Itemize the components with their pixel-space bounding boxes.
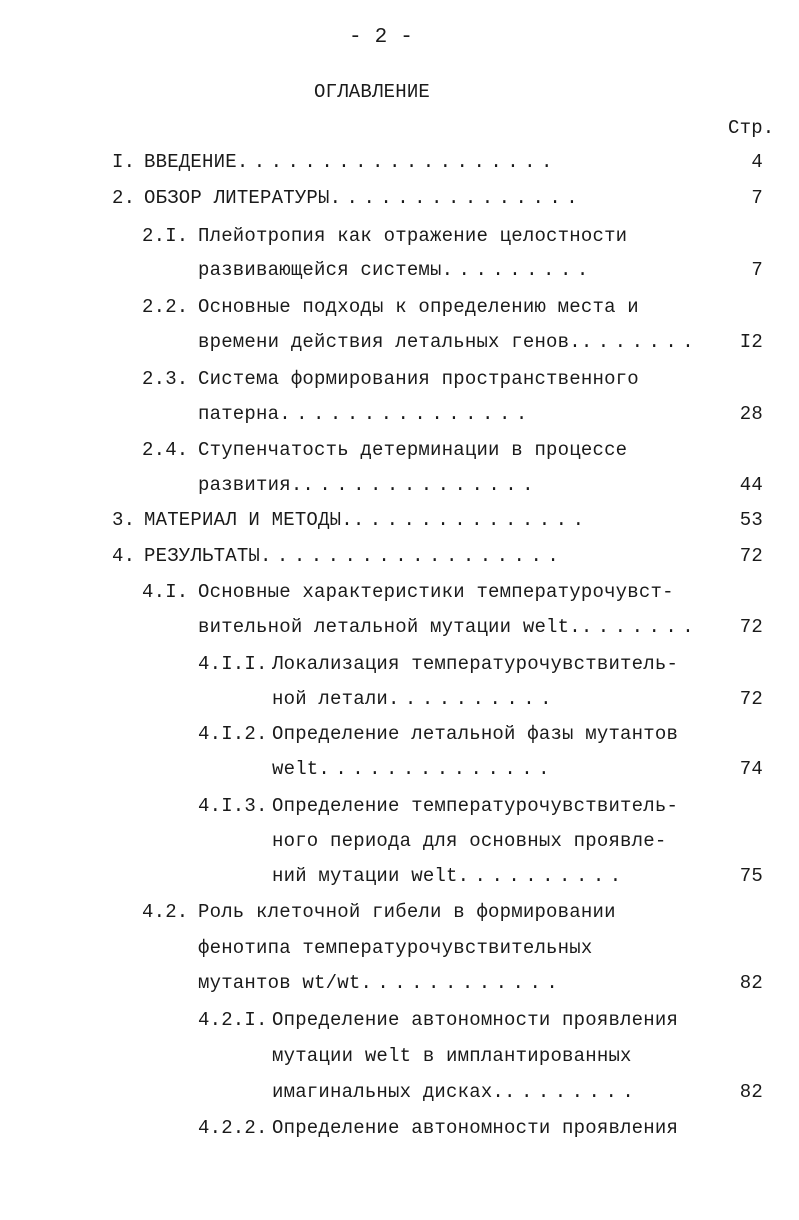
toc-entry-label: Основные подходы к определению места и <box>198 296 639 318</box>
toc-line <box>0 864 763 888</box>
toc-page-number: 53 <box>739 509 763 531</box>
toc-entry-label: мутантов wt/wt <box>198 972 361 994</box>
toc-entry-text <box>144 150 558 174</box>
toc-leader-dots: .............. <box>352 509 590 531</box>
toc-entry-label: МАТЕРИАЛ И МЕТОДЫ. <box>144 509 353 531</box>
toc-line <box>0 150 763 174</box>
toc-entry-text <box>198 438 627 462</box>
toc-line <box>0 330 763 354</box>
toc-page-number: 4 <box>751 151 763 173</box>
toc-line <box>0 438 763 462</box>
toc-entry-text <box>272 864 627 888</box>
toc-entry-label: Роль клеточной гибели в формировании <box>198 901 616 923</box>
page-title: ОГЛАВЛЕНИЕ <box>314 81 431 103</box>
toc-entry-text <box>144 508 589 532</box>
toc-entry-text <box>198 971 563 995</box>
toc-page-number: 72 <box>739 616 763 638</box>
toc-leader-dots: ............ <box>360 972 564 994</box>
toc-entry-text <box>272 687 557 711</box>
toc-entry-text <box>272 829 666 853</box>
toc-line <box>0 900 763 924</box>
toc-entry-number: 2. <box>112 187 136 209</box>
toc-entry-number: 2.2. <box>142 296 189 318</box>
toc-line <box>0 186 763 210</box>
toc-leader-dots: ........ <box>504 1081 640 1103</box>
toc-entry-text <box>198 295 639 319</box>
toc-line <box>0 936 763 960</box>
toc-line <box>0 794 763 818</box>
toc-entry-label: Определение автономности проявления <box>272 1009 679 1031</box>
toc-line <box>0 224 763 248</box>
toc-entry-label: развития. <box>198 474 303 496</box>
toc-entry-text <box>198 936 592 960</box>
toc-entry-label: ВВЕДЕНИЕ <box>144 151 237 173</box>
toc-entry-text <box>198 258 594 282</box>
page-number: - 2 - <box>349 26 414 49</box>
toc-leader-dots: .............. <box>318 758 556 780</box>
toc-entry-text <box>272 1008 678 1032</box>
toc-leader-dots: .......... <box>457 865 627 887</box>
toc-entry-label: Плейотропия как отражение целостности <box>198 225 628 247</box>
toc-entry-label: Система формирования пространственного <box>198 368 639 390</box>
toc-line <box>0 473 763 497</box>
toc-line <box>0 687 763 711</box>
toc-entry-text <box>198 580 674 604</box>
toc-line <box>0 722 763 746</box>
toc-entry-text <box>198 615 699 639</box>
toc-entry-label: ной летали <box>272 688 389 710</box>
toc-line <box>0 615 763 639</box>
toc-line <box>0 580 763 604</box>
toc-leader-dots: ............... <box>279 403 533 425</box>
toc-entry-label: Определение автономности проявления <box>272 1117 679 1139</box>
toc-entry-number: 2.3. <box>142 368 189 390</box>
toc-entry-text <box>272 794 678 818</box>
toc-entry-number: 4.2.2. <box>198 1117 268 1139</box>
toc-entry-text <box>272 1116 678 1140</box>
toc-page-number: I2 <box>739 331 763 353</box>
toc-page-number: 72 <box>739 688 763 710</box>
toc-entry-text <box>198 402 533 426</box>
toc-entry-label: Ступенчатость детерминации в процессе <box>198 439 628 461</box>
toc-entry-text <box>272 757 555 781</box>
toc-entry-label: ОБЗОР ЛИТЕРАТУРЫ <box>144 187 330 209</box>
toc-line <box>0 757 763 781</box>
toc-entry-number: 4.I. <box>142 581 189 603</box>
toc-entry-label: мутации welt в имплантированных <box>272 1045 632 1067</box>
toc-leader-dots: .............. <box>302 474 540 496</box>
toc-page-number: 72 <box>739 545 763 567</box>
toc-entry-text <box>144 544 564 568</box>
toc-page-number: 82 <box>739 972 763 994</box>
toc-entry-label: ного периода для основных проявле- <box>272 830 667 852</box>
toc-line <box>0 367 763 391</box>
toc-page-number: 44 <box>739 474 763 496</box>
toc-entry-label: Определение летальной фазы мутантов <box>272 723 679 745</box>
toc-entry-label: имагинальных дисках. <box>272 1081 505 1103</box>
toc-entry-number: 4.2. <box>142 901 189 923</box>
toc-entry-text <box>198 367 639 391</box>
toc-line <box>0 1044 763 1068</box>
toc-entry-label: ний мутации welt <box>272 865 458 887</box>
toc-leader-dots: ....... <box>580 331 700 353</box>
toc-leader-dots: ......... <box>441 259 594 281</box>
toc-entry-number: 2.I. <box>142 225 189 247</box>
toc-line <box>0 652 763 676</box>
toc-page-number: 74 <box>739 758 763 780</box>
toc-leader-dots: .......... <box>388 688 558 710</box>
toc-entry-number: 4.I.I. <box>198 653 268 675</box>
toc-entry-number: 3. <box>112 509 136 531</box>
toc-entry-number: 2.4. <box>142 439 189 461</box>
toc-entry-number: I. <box>112 151 136 173</box>
toc-entry-number: 4.I.3. <box>198 795 268 817</box>
toc-page-number: 7 <box>751 259 763 281</box>
toc-entry-text <box>198 224 627 248</box>
toc-leader-dots: ............... <box>329 187 584 209</box>
toc-line <box>0 258 763 282</box>
toc-entry-text <box>272 722 678 746</box>
toc-entry-label: времени действия летальных генов. <box>198 331 581 353</box>
toc-leader-dots: .................. <box>260 545 565 567</box>
toc-line <box>0 1116 763 1140</box>
toc-entry-label: фенотипа температурочувствительных <box>198 937 593 959</box>
toc-entry-number: 4. <box>112 545 136 567</box>
toc-line <box>0 295 763 319</box>
toc-entry-text <box>144 186 583 210</box>
toc-entry-label: РЕЗУЛЬТАТЫ <box>144 545 261 567</box>
toc-page-number: 28 <box>739 403 763 425</box>
toc-entry-text <box>198 900 616 924</box>
toc-entry-text <box>198 330 699 354</box>
toc-leader-dots: ................... <box>236 151 558 173</box>
toc-entry-label: патерна <box>198 403 280 425</box>
toc-entry-label: Основные характеристики температурочувст- <box>198 581 674 603</box>
toc-page-number: 82 <box>739 1081 763 1103</box>
toc-entry-text <box>198 473 539 497</box>
toc-entry-text <box>272 1044 632 1068</box>
toc-entry-label: вительной летальной мутации welt. <box>198 616 581 638</box>
toc-line <box>0 829 763 853</box>
toc-page-number: 7 <box>751 187 763 209</box>
toc-entry-number: 4.I.2. <box>198 723 268 745</box>
page-column-header: Стр. <box>728 117 775 139</box>
toc-entry-text <box>272 1080 639 1104</box>
toc-line <box>0 1080 763 1104</box>
toc-entry-number: 4.2.I. <box>198 1009 268 1031</box>
toc-entry-label: Определение температурочувствитель- <box>272 795 679 817</box>
toc-line <box>0 971 763 995</box>
toc-entry-label: welt <box>272 758 319 780</box>
toc-page-number: 75 <box>739 865 763 887</box>
toc-line <box>0 402 763 426</box>
toc-line <box>0 508 763 532</box>
toc-leader-dots: ....... <box>580 616 700 638</box>
toc-line <box>0 1008 763 1032</box>
toc-entry-label: развивающейся системы <box>198 259 442 281</box>
toc-line <box>0 544 763 568</box>
toc-entry-text <box>272 652 678 676</box>
toc-entry-label: Локализация температурочувствитель- <box>272 653 679 675</box>
